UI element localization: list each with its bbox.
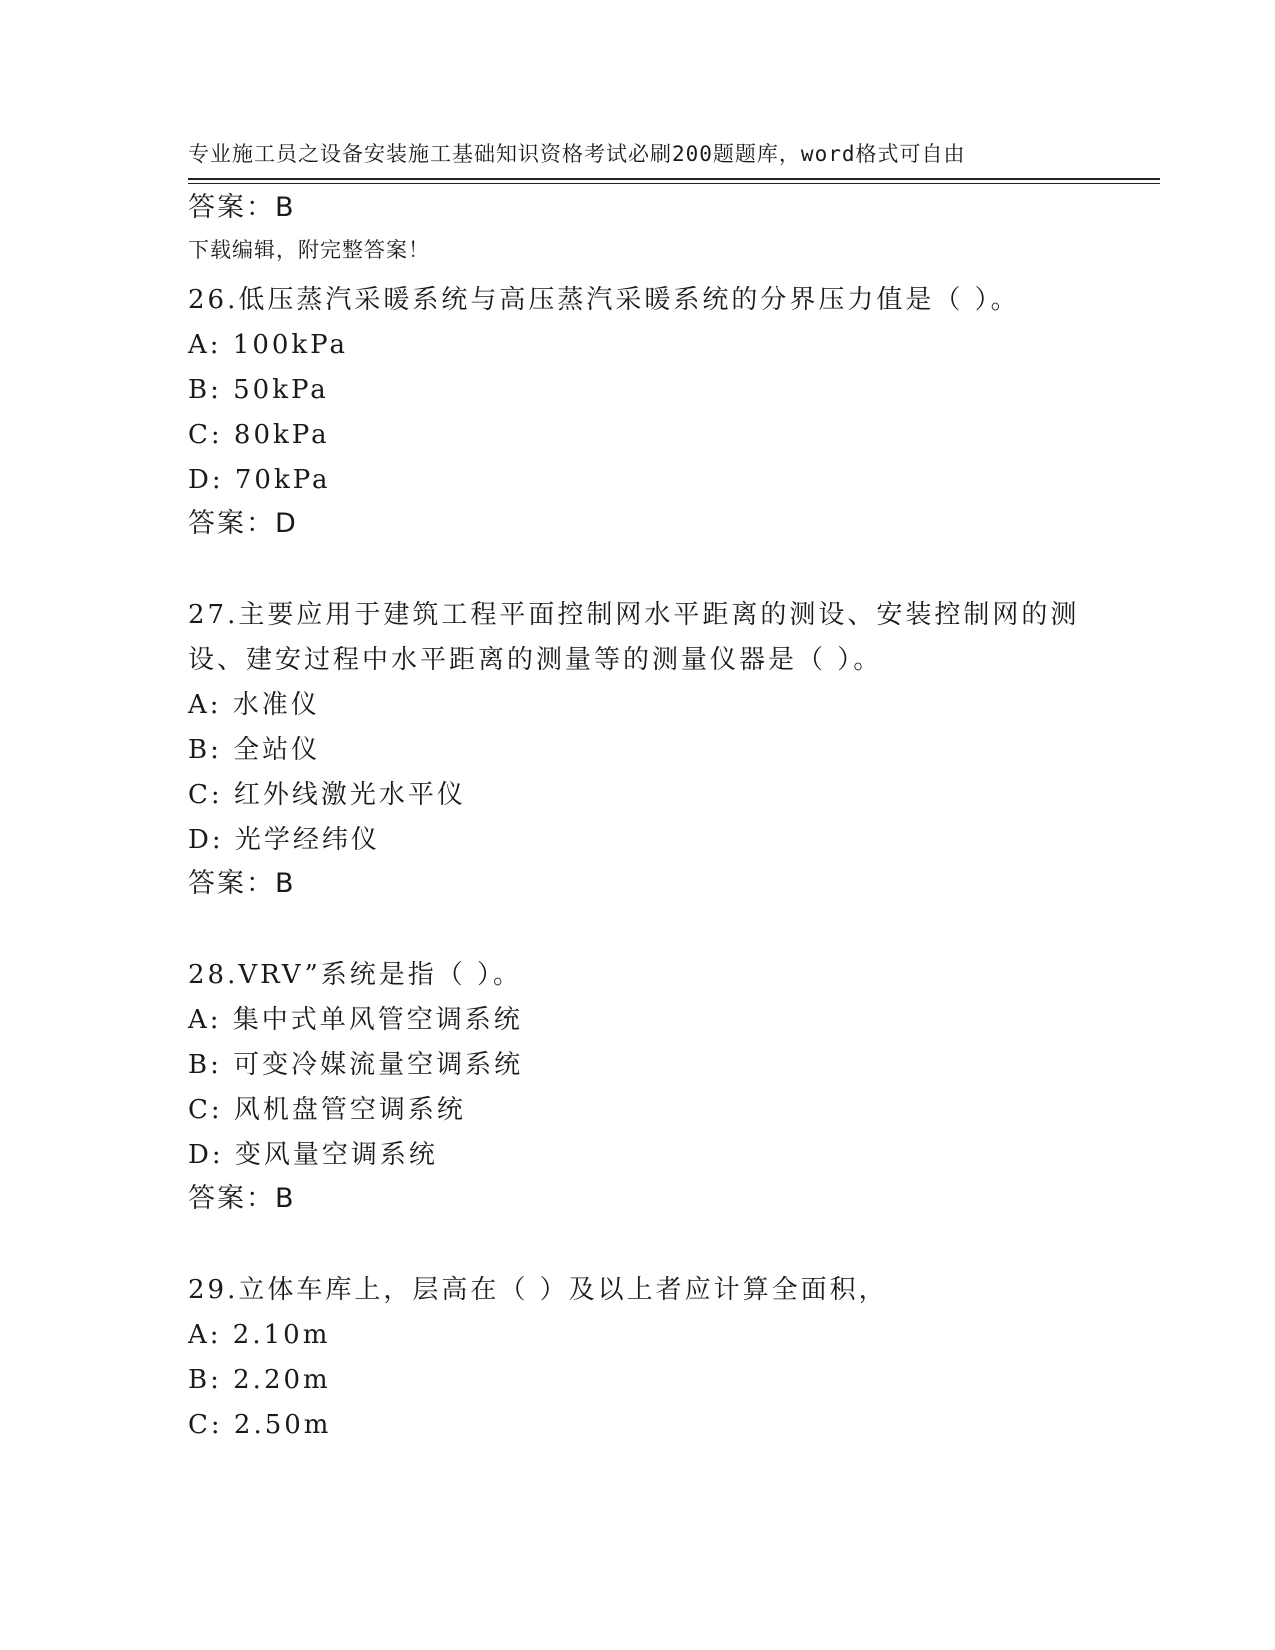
- answer-q25: 答案：B: [188, 192, 296, 223]
- question-29-stem: 29.立体车库上，层高在（ ）及以上者应计算全面积，: [188, 1275, 888, 1305]
- question-27-option-c: C: 红外线激光水平仪: [188, 780, 466, 810]
- question-28-stem: 28.VRV”系统是指（ ）。: [188, 960, 523, 990]
- answer-q27: 答案：B: [188, 868, 296, 899]
- header-line-2: 下载编辑，附完整答案！: [188, 238, 430, 262]
- header-divider-thick: [188, 178, 1160, 180]
- question-29-option-b: B: 2.20m: [188, 1365, 331, 1395]
- question-27-option-a: A: 水准仪: [188, 690, 320, 720]
- question-27-stem-line-1: 27.主要应用于建筑工程平面控制网水平距离的测设、安装控制网的测: [188, 600, 1080, 630]
- question-28-option-c: C: 风机盘管空调系统: [188, 1095, 466, 1125]
- question-28-option-d: D: 变风量空调系统: [188, 1140, 438, 1170]
- header-divider-thin: [188, 183, 1160, 184]
- question-26-option-b: B: 50kPa: [188, 375, 329, 405]
- question-29-option-a: A: 2.10m: [188, 1320, 331, 1350]
- answer-q26: 答案：D: [188, 508, 298, 539]
- question-28-option-b: B: 可变冷媒流量空调系统: [188, 1050, 524, 1080]
- question-28-option-a: A: 集中式单风管空调系统: [188, 1005, 523, 1035]
- question-27-option-d: D: 光学经纬仪: [188, 825, 380, 855]
- question-26-option-c: C: 80kPa: [188, 420, 330, 450]
- question-27-option-b: B: 全站仪: [188, 735, 321, 765]
- answer-q28: 答案：B: [188, 1183, 296, 1214]
- question-27-stem-line-2: 设、建安过程中水平距离的测量等的测量仪器是（ ）。: [188, 645, 883, 675]
- question-26-stem: 26.低压蒸汽采暖系统与高压蒸汽采暖系统的分界压力值是（ ）。: [188, 285, 1020, 315]
- question-26-option-a: A: 100kPa: [188, 330, 349, 360]
- header-line-1: 专业施工员之设备安装施工基础知识资格考试必刷200题题库，word格式可自由: [188, 142, 966, 166]
- question-26-option-d: D: 70kPa: [188, 465, 331, 495]
- question-29-option-c: C: 2.50m: [188, 1410, 332, 1440]
